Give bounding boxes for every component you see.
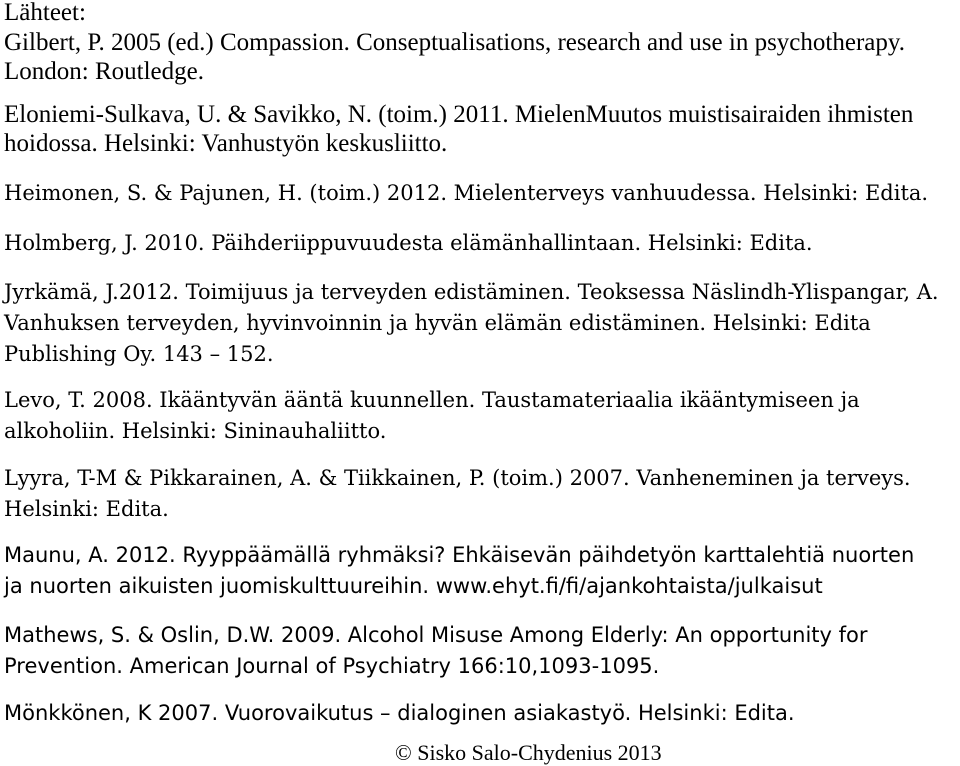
reference-line: London: Routledge. — [4, 58, 204, 85]
reference-line: hoidossa. Helsinki: Vanhustyön keskusliitto. — [4, 130, 448, 157]
reference-line: Jyrkämä, J.2012. Toimijuus ja terveyden edistäminen. Teoksessa Näslindh-Ylispangar, A. — [4, 280, 939, 304]
reference-line: Maunu, A. 2012. Ryyppäämällä ryhmäksi? Ehkäisevän päihdetyön karttalehtiä nuorten — [4, 543, 915, 567]
copyright-footer: © Sisko Salo-Chydenius 2013 — [395, 740, 662, 765]
reference-line: Mathews, S. & Oslin, D.W. 2009. Alcohol Misuse Among Elderly: An opportunity for — [4, 623, 868, 647]
reference-line: Lyyra, T-M & Pikkarainen, A. & Tiikkainen, P. (toim.) 2007. Vanheneminen ja terveys. — [4, 466, 911, 490]
reference-line: Levo, T. 2008. Ikääntyvän ääntä kuunnellen. Taustamateriaalia ikääntymiseen ja — [4, 388, 860, 412]
reference-line: Publishing Oy. 143 – 152. — [4, 342, 274, 366]
reference-line: Holmberg, J. 2010. Päihderiippuvuudesta elämänhallintaan. Helsinki: Edita. — [4, 231, 813, 255]
reference-line: ja nuorten aikuisten juomiskulttuureihin. www.ehyt.fi/fi/ajankohtaista/julkaisut — [4, 574, 823, 598]
reference-line: Gilbert, P. 2005 (ed.) Compassion. Conseptualisations, research and use in psychotherapy. — [4, 29, 905, 56]
reference-line: alkoholiin. Helsinki: Sininauhaliitto. — [4, 419, 387, 443]
reference-line: Helsinki: Edita. — [4, 497, 169, 521]
reference-line: Vanhuksen terveyden, hyvinvoinnin ja hyvän elämän edistäminen. Helsinki: Edita — [4, 311, 871, 335]
reference-line: Mönkkönen, K 2007. Vuorovaikutus – dialoginen asiakastyö. Helsinki: Edita. — [4, 701, 795, 725]
reference-line: Heimonen, S. & Pajunen, H. (toim.) 2012. Mielenterveys vanhuudessa. Helsinki: Edita. — [4, 181, 929, 205]
reference-line: Eloniemi-Sulkava, U. & Savikko, N. (toim.) 2011. MielenMuutos muistisairaiden ihmisten — [4, 101, 914, 128]
references-heading: Lähteet: — [4, 0, 86, 26]
reference-line: Prevention. American Journal of Psychiatry 166:10,1093-1095. — [4, 654, 660, 678]
